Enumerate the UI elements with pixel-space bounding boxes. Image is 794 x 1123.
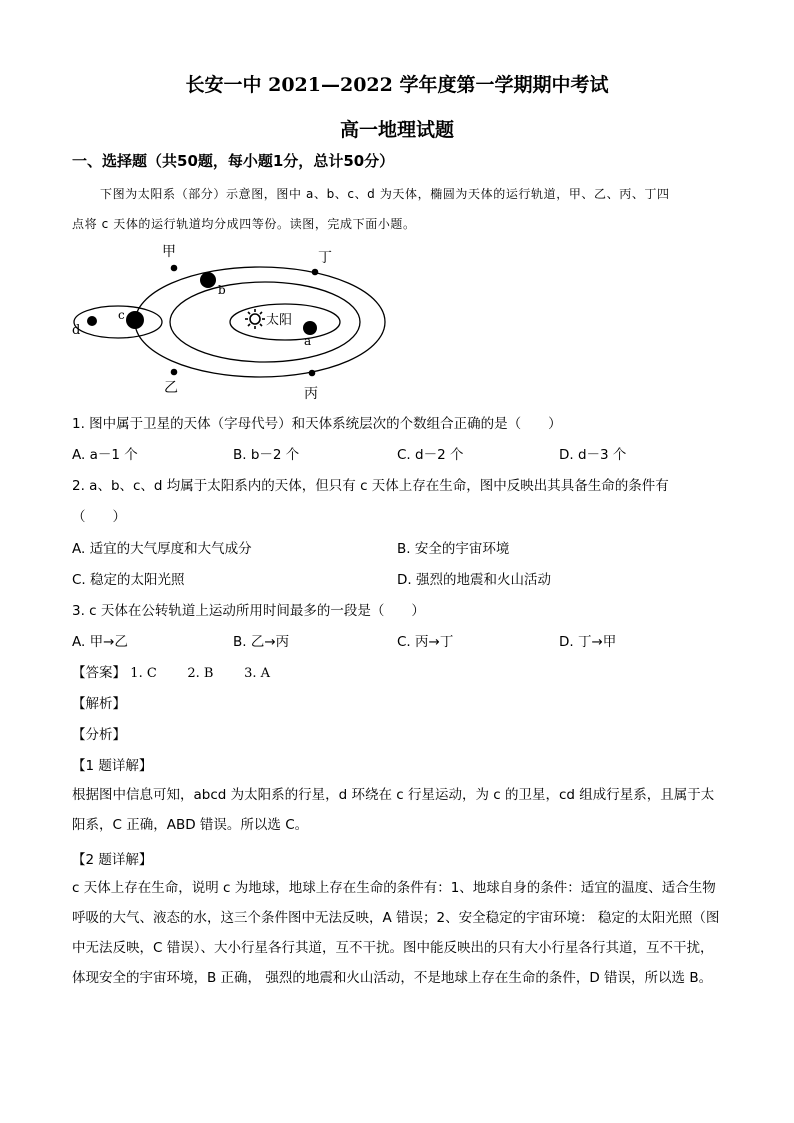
question-2-stem-cont: （ ） xyxy=(72,509,126,525)
answer-2: 2. B xyxy=(187,666,214,681)
solar-system-diagram xyxy=(60,240,390,405)
point-ding xyxy=(312,269,319,276)
q1-option-b: B. b－2 个 xyxy=(233,447,300,463)
analysis-label: 【解析】 xyxy=(72,696,126,712)
detail-2-text: c 天体上存在生命，说明 c 为地球，地球上存在生命的条件有：1、地球自身的条件：适宜的温度、适合生物呼吸的大气、液态的水，这三个条件图中无法反映，A 错误；2、安全稳定的宇宙环境： 稳定的太阳光照（图中无法反映，C 错误）、大小行星各行其道，互不干扰。图中能反映出的只有大小行星各行其道，互不干扰，体现安全的宇宙环境，B 正确， 强烈的地震和火山活动，不是地球上存在生命的条件，D 错误，所以选 B。 xyxy=(72,880,720,986)
q3-option-c: C. 丙→丁 xyxy=(397,634,454,650)
middle-orbit xyxy=(170,282,360,362)
satellite-d xyxy=(87,316,97,326)
planet-b xyxy=(200,272,216,288)
detail-1-label: 【1 题详解】 xyxy=(72,758,153,774)
point-jia xyxy=(171,265,178,272)
answer-1: 1. C xyxy=(130,666,157,681)
q2-option-b: B. 安全的宇宙环境 xyxy=(397,541,510,557)
exam-title: 长安一中 2021—2022 学年度第一学期期中考试 xyxy=(185,74,609,96)
q1-option-c: C. d－2 个 xyxy=(397,447,464,463)
label-ding: 丁 xyxy=(318,250,332,266)
label-yi: 乙 xyxy=(164,380,178,396)
question-2-stem: 2. a、b、c、d 均属于太阳系内的天体，但只有 c 天体上存在生命，图中反映出其具备生命的条件有 xyxy=(72,478,669,494)
sun-icon xyxy=(245,309,265,329)
q3-option-b: B. 乙→丙 xyxy=(233,634,290,650)
planet-a xyxy=(303,321,317,335)
q3-option-d: D. 丁→甲 xyxy=(559,634,617,650)
q2-option-d: D. 强烈的地震和火山活动 xyxy=(397,572,551,588)
q1-option-d: D. d－3 个 xyxy=(559,447,627,463)
q3-option-a: A. 甲→乙 xyxy=(72,634,128,650)
answer-label: 【答案】 xyxy=(72,665,126,681)
point-yi xyxy=(171,369,178,376)
planet-c xyxy=(126,311,144,329)
answer-3: 3. A xyxy=(244,666,270,681)
q1-option-a: A. a－1 个 xyxy=(72,447,138,463)
exam-subtitle: 高一地理试题 xyxy=(339,119,454,141)
label-d: d xyxy=(72,323,81,338)
section-heading: 一、选择题（共50题，每小题1分，总计50分） xyxy=(72,152,395,170)
fenxi-label: 【分析】 xyxy=(72,727,126,743)
question-3-stem: 3. c 天体在公转轨道上运动所用时间最多的一段是（ ） xyxy=(72,603,425,619)
intro-line-2: 点将 c 天体的运行轨道均分成四等份。读图，完成下面小题。 xyxy=(72,217,416,231)
question-1-stem: 1. 图中属于卫星的天体（字母代号）和天体系统层次的个数组合正确的是（ ） xyxy=(72,416,562,432)
q2-option-c: C. 稳定的太阳光照 xyxy=(72,572,185,588)
label-c: c xyxy=(118,308,125,322)
intro-line-1: 下图为太阳系（部分）示意图，图中 a、b、c、d 为天体，椭圆为天体的运行轨道，甲、乙、丙、丁四 xyxy=(100,187,670,201)
label-bing: 丙 xyxy=(304,386,318,402)
sun-label: 太阳 xyxy=(266,313,293,328)
label-a: a xyxy=(304,334,312,348)
point-bing xyxy=(309,370,316,377)
label-b: b xyxy=(218,283,226,297)
answer-row xyxy=(72,661,270,681)
detail-1-text: 根据图中信息可知，abcd 为太阳系的行星，d 环绕在 c 行星运动，为 c 的卫星，cd 组成行星系，且属于太阳系，C 正确，ABD 错误。所以选 C。 xyxy=(72,787,715,833)
outer-orbit xyxy=(135,267,385,377)
label-jia: 甲 xyxy=(162,244,176,260)
detail-2-label: 【2 题详解】 xyxy=(72,852,153,868)
q2-option-a: A. 适宜的大气厚度和大气成分 xyxy=(72,541,252,557)
